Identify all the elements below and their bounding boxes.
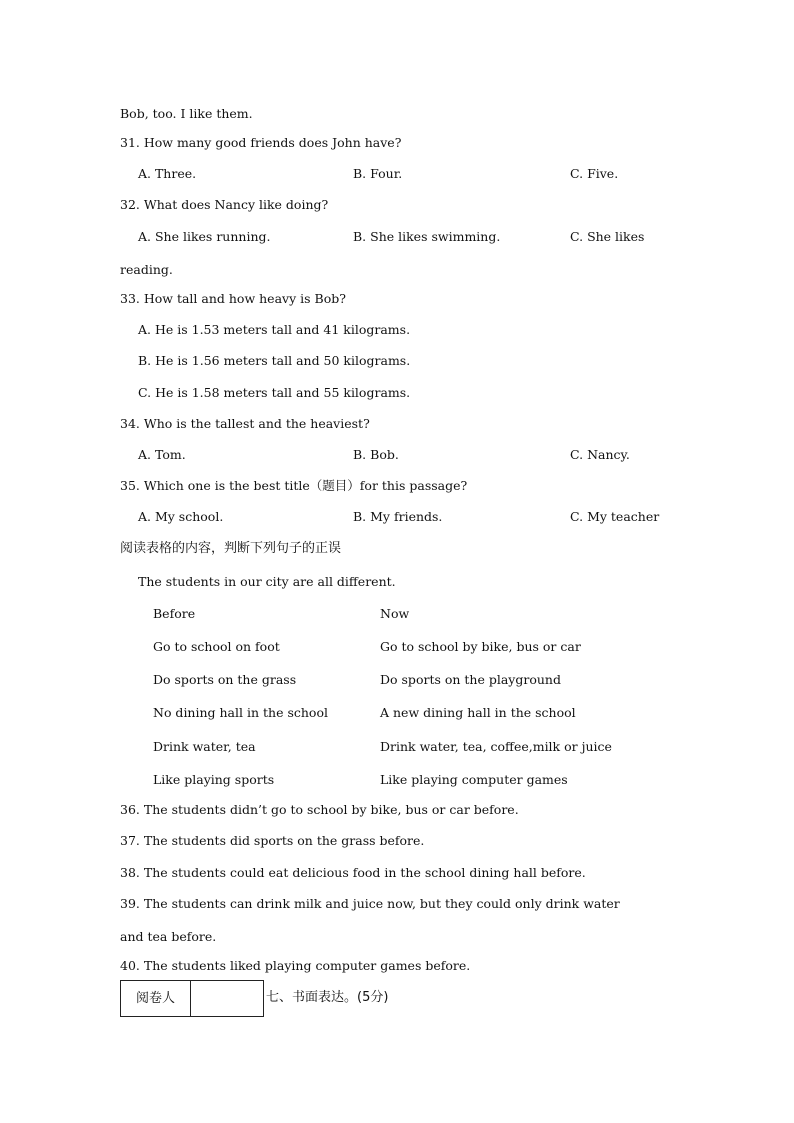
grader-score-box [120,980,264,1017]
section-instruction: 阅读表格的内容，判断下列句子的正误 [120,541,342,556]
table-cell-before: No dining hall in the school [153,705,328,720]
question-35-stem: 35. Which one is the best title（题目）for this passage? [120,478,468,493]
question-35-option-a: A. My school. [138,509,224,524]
table-cell-before: Like playing sports [153,772,275,787]
question-31-option-b: B. Four. [353,166,403,181]
question-33-stem: 33. How tall and how heavy is Bob? [120,291,346,306]
question-32-option-a: A. She likes running. [138,229,271,244]
question-35-option-c: C. My teacher [570,509,660,524]
table-cell-now: Like playing computer games [380,772,568,787]
table-header-now: Now [380,606,410,621]
question-34-option-a: A. Tom. [138,447,186,462]
question-31-option-a: A. Three. [138,166,197,181]
table-cell-now: A new dining hall in the school [380,705,576,720]
question-34-option-c: C. Nancy. [570,447,630,462]
table-cell-before: Do sports on the grass [153,672,297,687]
question-32-option-c: C. She likes [570,229,645,244]
question-34-option-b: B. Bob. [353,447,399,462]
table-intro: The students in our city are all different. [138,574,396,589]
question-33-option-a: A. He is 1.53 meters tall and 41 kilograms. [138,322,411,337]
statement-39-wrap: and tea before. [120,929,217,944]
question-33-option-c: C. He is 1.58 meters tall and 55 kilograms. [138,385,411,400]
statement-38: 38. The students could eat delicious food in the school dining hall before. [120,865,586,880]
table-cell-before: Drink water, tea [153,739,256,754]
next-section-title: 七、书面表达。(5分) [266,990,389,1005]
statement-40: 40. The students liked playing computer games before. [120,958,471,973]
score-box-divider [190,981,191,1016]
table-header-before: Before [153,606,196,621]
table-cell-now: Do sports on the playground [380,672,561,687]
question-32-option-b: B. She likes swimming. [353,229,501,244]
question-34-stem: 34. Who is the tallest and the heaviest? [120,416,370,431]
statement-37: 37. The students did sports on the grass before. [120,833,425,848]
question-32-option-c-wrap: reading. [120,262,173,277]
question-31-stem: 31. How many good friends does John have? [120,135,402,150]
passage-tail: Bob, too. I like them. [120,106,253,121]
table-cell-now: Drink water, tea, coffee,milk or juice [380,739,612,754]
question-35-option-b: B. My friends. [353,509,443,524]
grader-label: 阅卷人 [135,991,175,1006]
question-31-option-c: C. Five. [570,166,619,181]
table-cell-now: Go to school by bike, bus or car [380,639,581,654]
table-cell-before: Go to school on foot [153,639,280,654]
statement-36: 36. The students didn’t go to school by bike, bus or car before. [120,802,519,817]
question-32-stem: 32. What does Nancy like doing? [120,197,329,212]
question-33-option-b: B. He is 1.56 meters tall and 50 kilograms. [138,353,411,368]
statement-39: 39. The students can drink milk and juice now, but they could only drink water [120,896,620,911]
